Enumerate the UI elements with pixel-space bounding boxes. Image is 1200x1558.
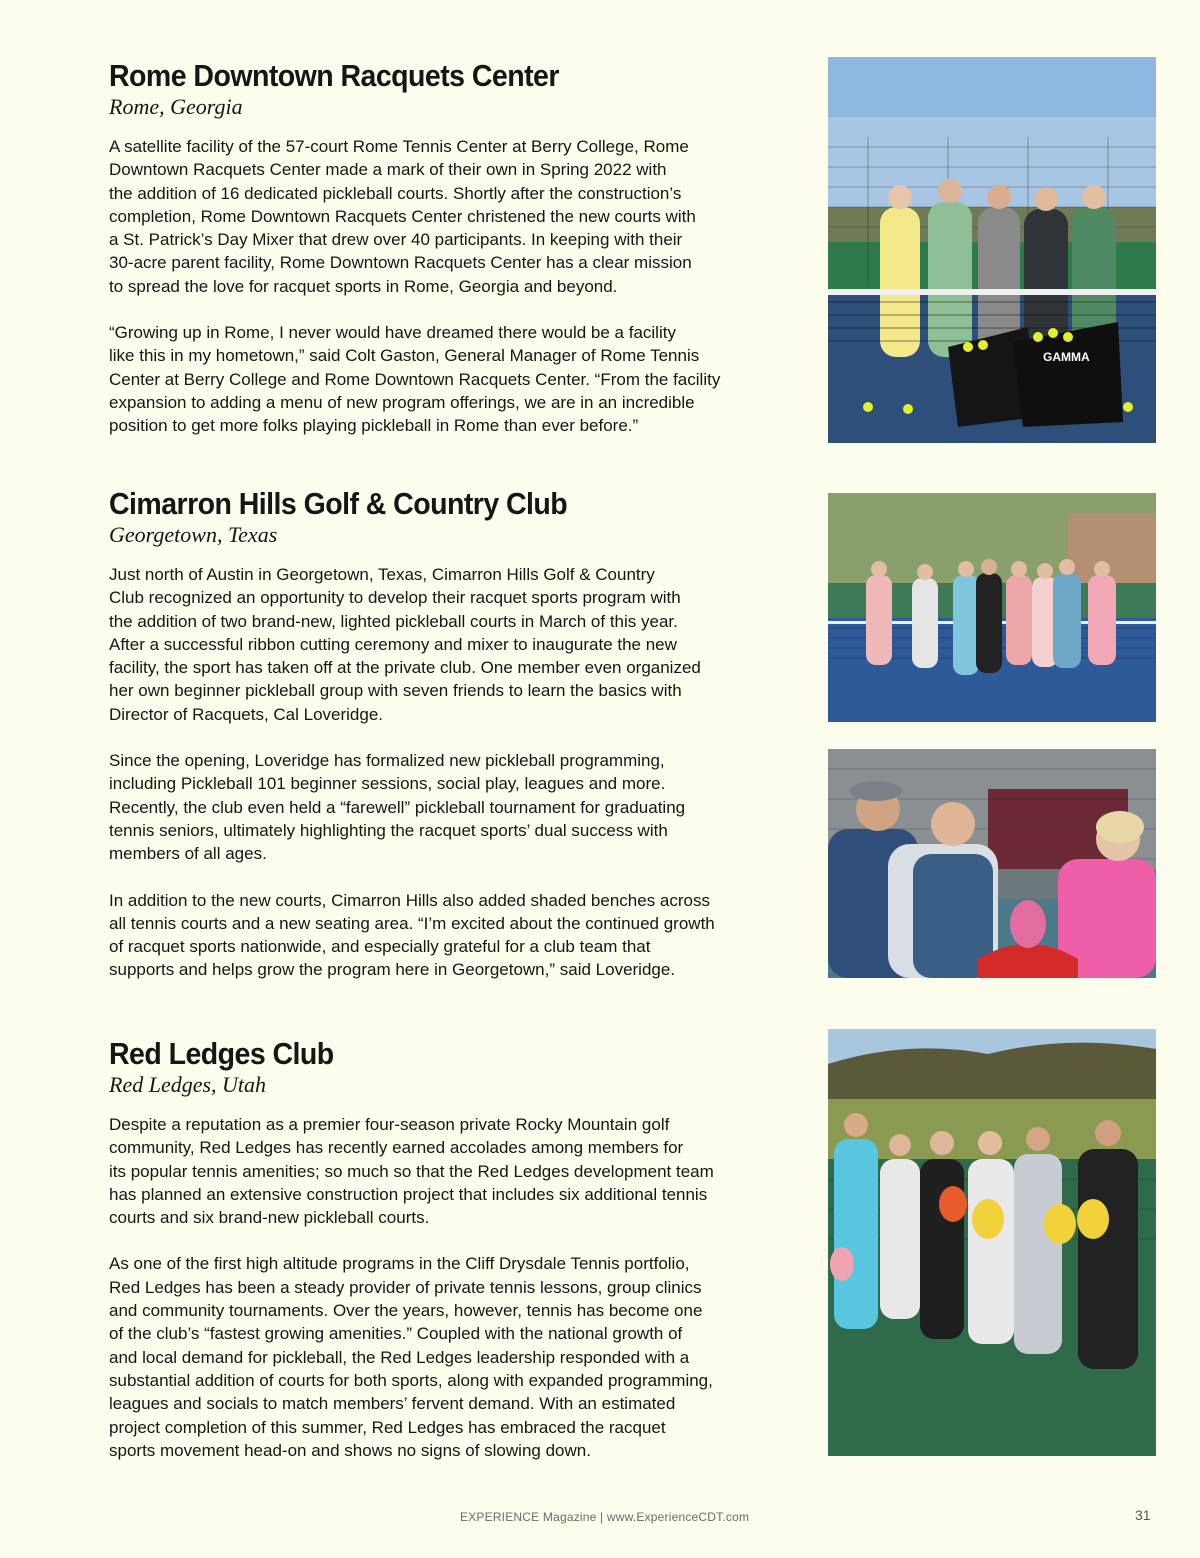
- section-paragraph: Since the opening, Loveridge has formalized new pickleball programming, including Pickleball 101 beginner sessions, social play, leagues and more. Recently, the club even held a “farewell” pickleball tournament for graduating tennis seniors, ultimately highlighting the racquet sports’ dual success with members of all ages.: [109, 751, 686, 864]
- section-paragraph: Despite a reputation as a premier four-season private Rocky Mountain golf community, Red Ledges has recently earned accolades among members for its popular tennis amenities; so much so that the Red Ledges development team has planned an extensive construction project that includes six additional tennis courts and six brand-new pickleball courts.: [109, 1115, 714, 1228]
- page-number: 31: [1135, 1507, 1151, 1523]
- section-paragraph: In addition to the new courts, Cimarron Hills also added shaded benches across all tennis courts and a new seating area. “I’m excited about the continued growth of racquet sports nationwide, and especially grateful for a club team that supports and helps grow the program here in Georgetown,” said Loveridge.: [109, 890, 715, 980]
- section-red-ledges: [109, 1036, 799, 1462]
- section-location: Red Ledges, Utah: [109, 1072, 267, 1097]
- section-title: Cimarron Hills Golf & Country Club: [109, 486, 568, 521]
- section-paragraph: Just north of Austin in Georgetown, Texas, Cimarron Hills Golf & Country Club recognized an opportunity to develop their racquet sports program with the addition of two brand-new, lighted pickleball courts in March of this year. After a successful ribbon cutting ceremony and mixer to inaugurate the new facility, the sport has taken off at the private club. One member even organized her own beginner pickleball group with seven friends to learn the basics with Director of Racquets, Cal Loveridge.: [109, 565, 701, 724]
- section-title: Rome Downtown Racquets Center: [109, 58, 559, 93]
- section-cimarron: [109, 486, 799, 982]
- section-paragraph: A satellite facility of the 57-court Rome Tennis Center at Berry College, Rome Downtown Racquets Center made a mark of their own in Spring 2022 with the addition of 16 dedicated pickleball courts. Shortly after the construction’s completion, Rome Downtown Racquets Center christened the new courts with a St. Patrick’s Day Mixer that drew over 40 participants. In keeping with their 30-acre parent facility, Rome Downtown Racquets Center has a clear mission to spread the love for racquet sports in Rome, Georgia and beyond.: [109, 137, 696, 296]
- footer-text: EXPERIENCE Magazine | www.ExperienceCDT.com: [460, 1510, 750, 1524]
- section-paragraph: As one of the first high altitude programs in the Cliff Drysdale Tennis portfolio, Red Ledges has been a steady provider of private tennis lessons, group clinics and community tournaments. Over the years, however, tennis has become one of the club’s “fastest growing amenities.” Coupled with the national growth of and local demand for pickleball, the Red Ledges leadership responded with a substantial addition of courts for both sports, along with expanded programming, leagues and socials to match members’ fervent demand. With an estimated project completion of this summer, Red Ledges has embraced the racquet sports movement head-on and shows no signs of slowing down.: [109, 1254, 713, 1460]
- ribbon-cutting-photo: [828, 749, 1156, 978]
- red-ledges-group-photo: [828, 1029, 1156, 1456]
- section-location: Rome, Georgia: [109, 94, 243, 119]
- section-location: Georgetown, Texas: [109, 522, 278, 547]
- section-title: Red Ledges Club: [109, 1036, 334, 1071]
- ball-cart-brand: GAMMA: [1043, 350, 1090, 364]
- section-rome: [109, 58, 799, 438]
- rome-group-photo: [828, 57, 1156, 443]
- cimarron-group-photo: [828, 493, 1156, 722]
- section-paragraph: “Growing up in Rome, I never would have dreamed there would be a facility like this in my hometown,” said Colt Gaston, General Manager of Rome Tennis Center at Berry College and Rome Downtown Racquets Center. “From the facility expansion to adding a menu of new program offerings, we are in an incredible position to get more folks playing pickleball in Rome than ever before.”: [109, 323, 721, 436]
